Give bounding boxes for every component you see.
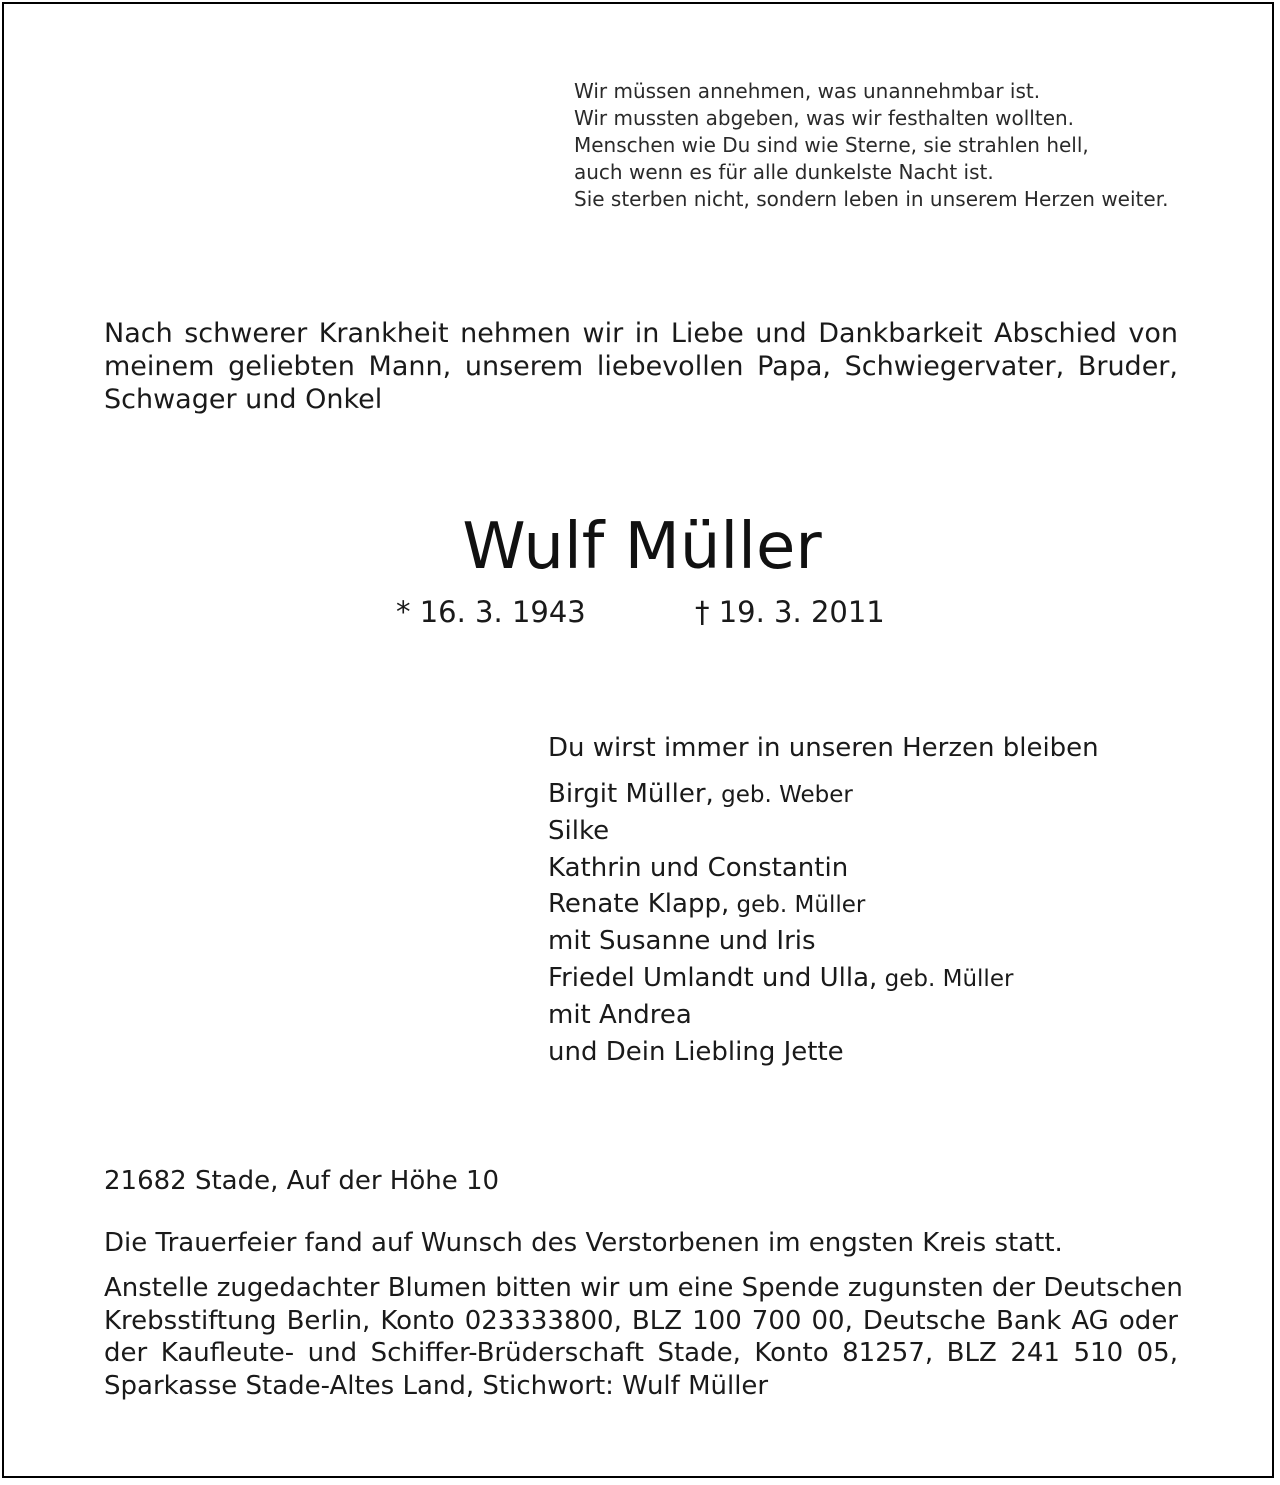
member-note: geb. Müller: [877, 965, 1014, 992]
family-member: [548, 998, 1228, 1035]
member-name: mit Andrea: [548, 999, 692, 1030]
family-motto: Du wirst immer in unseren Herzen bleiben: [548, 733, 1099, 763]
birth-date: * 16. 3. 1943: [396, 595, 586, 629]
donation-line: Sparkasse Stade-Altes Land, Stichwort: Wulf Müller: [104, 1370, 769, 1401]
member-name: Friedel Umlandt und Ulla,: [548, 962, 878, 993]
member-name: Birgit Müller,: [548, 779, 714, 809]
family-member: [548, 777, 1228, 814]
poem-line: Menschen wie Du sind wie Sterne, sie strahlen hell,: [574, 133, 1089, 157]
intro-text: [104, 317, 1178, 416]
donation-line: der Kaufleute- und Schiffer-Brüderschaft Stade, Konto 81257, BLZ 241 510 05,: [104, 1338, 1178, 1368]
death-date: † 19. 3. 2011: [695, 595, 885, 629]
deceased-name: Wulf Müller: [462, 510, 822, 584]
member-name: mit Susanne und Iris: [548, 926, 816, 957]
ceremony-note: Die Trauerfeier fand auf Wunsch des Verstorbenen im engsten Kreis statt.: [104, 1228, 1063, 1258]
poem-line: auch wenn es für alle dunkelste Nacht ist.: [574, 160, 994, 184]
poem-line: Sie sterben nicht, sondern leben in unserem Herzen weiter.: [574, 187, 1169, 211]
family-member: [548, 814, 1228, 851]
family-member: [548, 961, 1228, 998]
family-block: [548, 731, 1228, 1071]
member-note: geb. Weber: [713, 782, 853, 808]
donation-line: Krebsstiftung Berlin, Konto 023333800, BLZ 100 700 00, Deutsche Bank AG oder: [104, 1305, 1178, 1336]
donation-line: Anstelle zugedachter Blumen bitten wir um eine Spende zugunsten der Deutschen: [104, 1273, 1183, 1303]
donation-note: [104, 1272, 1183, 1402]
address: 21682 Stade, Auf der Höhe 10: [104, 1166, 500, 1196]
family-member: [548, 887, 1228, 924]
intro-line: meinem geliebten Mann, unserem liebevollen Papa, Schwiegervater, Bruder,: [104, 351, 1178, 382]
poem-line: Wir mussten abgeben, was wir festhalten wollten.: [574, 106, 1075, 130]
member-name: Silke: [548, 815, 610, 846]
member-note: geb. Müller: [729, 892, 866, 919]
family-member: [548, 851, 1228, 888]
member-name: Kathrin und Constantin: [548, 852, 849, 883]
intro-line: Nach schwerer Krankheit nehmen wir in Liebe und Dankbarkeit Abschied von: [104, 318, 1178, 349]
family-member: [548, 1035, 1228, 1072]
intro-line: Schwager und Onkel: [104, 384, 383, 415]
poem: [574, 78, 1214, 213]
member-name: Renate Klapp,: [548, 889, 730, 920]
poem-line: Wir müssen annehmen, was unannehmbar ist.: [574, 79, 1041, 103]
member-name: und Dein Liebling Jette: [548, 1036, 844, 1067]
family-member: [548, 924, 1228, 961]
